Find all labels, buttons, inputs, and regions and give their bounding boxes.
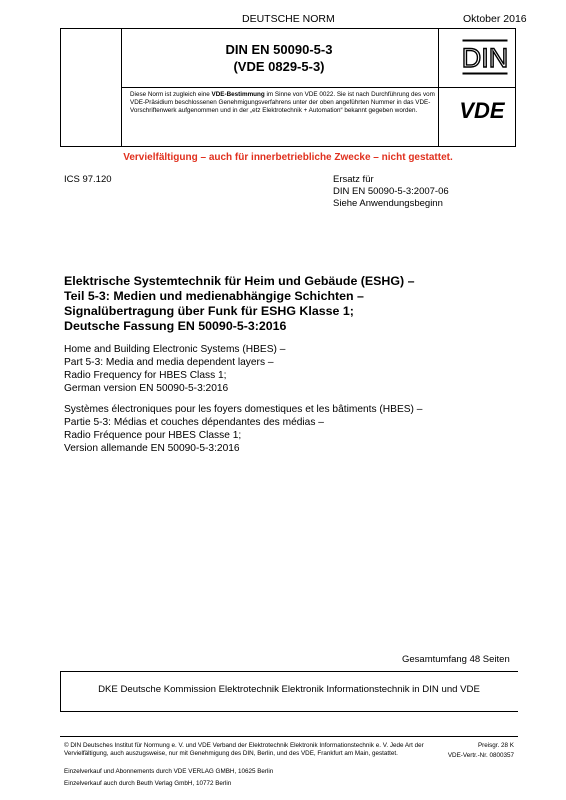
frame-divider-horizontal — [121, 87, 515, 88]
title-de-line: Signalübertragung über Funk für ESHG Klasse 1; — [64, 304, 354, 318]
sales-info-beuth: Einzelverkauf auch durch Beuth Verlag GmbH, 10772 Berlin — [64, 780, 232, 787]
title-fr-line: Partie 5-3: Médias et couches dépendantes des médias – — [64, 417, 324, 428]
title-de-line: Deutsche Fassung EN 50090-5-3:2016 — [64, 319, 287, 333]
publication-date: Oktober 2016 — [463, 13, 527, 25]
title-fr-line: Systèmes électroniques pour les foyers domestiques et les bâtiments (HBES) – — [64, 404, 423, 415]
committee-line: DKE Deutsche Kommission Elektrotechnik Elektronik Informationstechnik in DIN und VDE — [98, 684, 480, 695]
sales-info-vde: Einzelverkauf und Abonnements durch VDE VERLAG GMBH, 10625 Berlin — [64, 768, 274, 775]
vde-notice — [130, 91, 438, 115]
reproduction-warning: Vervielfältigung – auch für innerbetriebliche Zwecke – nicht gestattet. — [123, 152, 453, 163]
footer-divider — [60, 736, 518, 737]
title-fr-line: Radio Fréquence pour HBES Classe 1; — [64, 430, 242, 441]
notice-text-end: im Sinne von VDE 0022. Sie ist nach Durchführung des vom VDE-Präsidium beschlossenen Genehmigungsverfahrens unter der oben angeführten Nummer in das VDE-Vorschriftenwerk aufgenommen und in der „etz Elektrotechnik + Automation“ bekannt gegeben worden. — [130, 91, 435, 114]
divider-line — [60, 671, 518, 672]
din-logo-text: DIN — [462, 43, 508, 73]
din-logo — [462, 39, 508, 75]
replacement-label: Ersatz für — [333, 174, 374, 185]
application-note: Siehe Anwendungsbeginn — [333, 198, 443, 209]
divider-line — [60, 711, 518, 712]
price-group: Preisgr. 28 K — [477, 742, 514, 749]
title-de-line: Elektrische Systemtechnik für Heim und Gebäude (ESHG) – — [64, 274, 415, 288]
replaced-standard: DIN EN 50090-5-3:2007-06 — [333, 186, 449, 197]
notice-text-start: Diese Norm ist zugleich eine — [130, 91, 212, 98]
title-en-line: Part 5-3: Media and media dependent layers – — [64, 357, 274, 368]
document-number: DIN EN 50090-5-3 — [225, 42, 333, 57]
vde-distribution-number: VDE-Vertr.-Nr. 0800357 — [447, 752, 514, 759]
vde-logo-text: VDE — [459, 98, 505, 122]
title-de-line: Teil 5-3: Medien und medienabhängige Schichten – — [64, 289, 364, 303]
title-fr-line: Version allemande EN 50090-5-3:2016 — [64, 443, 240, 454]
vde-logo — [452, 98, 512, 122]
copyright-notice: © DIN Deutsches Institut für Normung e. V. und VDE Verband der Elektrotechnik Elektronik Informationstechnik e. V. Jede Art der Vervielfältigung, auch auszugsweise, nur mit Genehmigung des DIN, Berlin, und des VDE, Frankfurt am Main, gestattet. — [64, 742, 424, 757]
ics-code: ICS 97.120 — [64, 174, 112, 185]
title-en-line: Home and Building Electronic Systems (HBES) – — [64, 344, 286, 355]
title-en-line: German version EN 50090-5-3:2016 — [64, 383, 229, 394]
total-pages: Gesamtumfang 48 Seiten — [402, 654, 510, 665]
standard-type-label: DEUTSCHE NORM — [242, 13, 335, 25]
notice-text-bold: VDE-Bestimmung — [211, 91, 265, 98]
title-en-line: Radio Frequency for HBES Class 1; — [64, 370, 227, 381]
vde-classification-number: (VDE 0829-5-3) — [233, 59, 325, 74]
